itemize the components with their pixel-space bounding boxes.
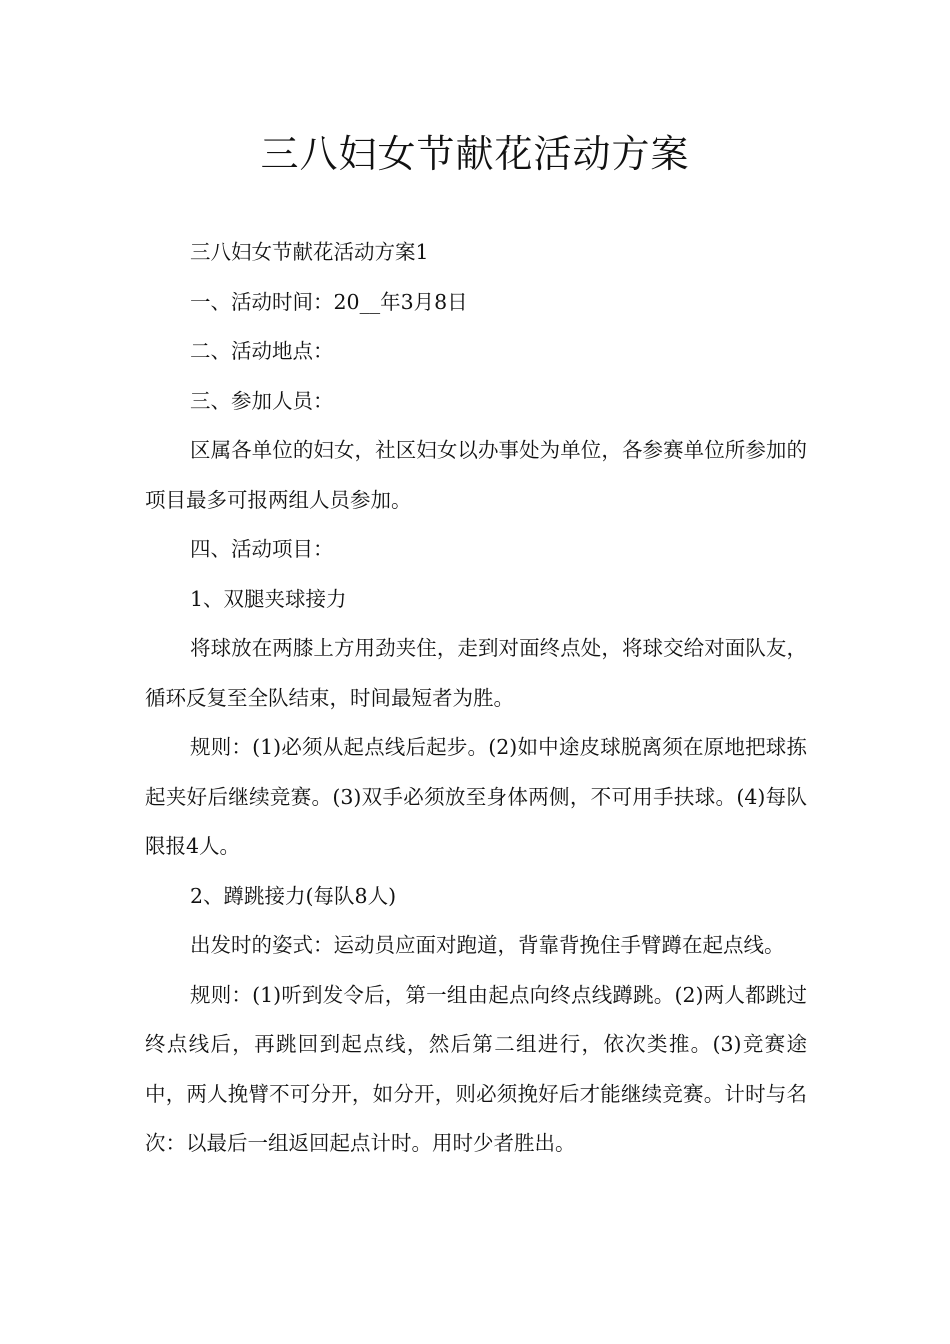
paragraph-participants-heading: 三、参加人员： [190, 388, 334, 413]
paragraph-activity-location: 二、活动地点： [190, 339, 334, 363]
paragraph-activity-items-heading: 四、活动项目： [190, 537, 334, 561]
paragraph-subtitle: 三八妇女节献花活动方案1 [190, 240, 429, 264]
paragraph-item-1-description: 将球放在两膝上方用劲夹住，走到对面终点处，将球交给对面队友，循环反复至全队结束，时间最短者为胜。 [145, 636, 807, 710]
paragraph-item-2-rules: 规则：(1)听到发令后，第一组由起点向终点线蹲跳。(2)两人都跳过终点线后，再跳回到起点线，然后第二组进行，依次类推。(3)竞赛途中，两人挽臂不可分开，如分开，则必须挽好后才能继续竞赛。计时与名次：以最后一组返回起点计时。用时少者胜出。 [145, 982, 807, 1155]
paragraph-activity-time: 一、活动时间：20__年3月8日 [190, 289, 468, 314]
paragraph-participants: 区属各单位的妇女，社区妇女以办事处为单位，各参赛单位所参加的项目最多可报两组人员参加。 [145, 438, 807, 512]
paragraph-item-1-rules: 规则：(1)必须从起点线后起步。(2)如中途皮球脱离须在原地把球拣起夹好后继续竞赛。(3)双手必须放至身体两侧，不可用手扶球。(4)每队限报4人。 [145, 735, 807, 858]
document-title: 三八妇女节献花活动方案 [260, 132, 690, 176]
document-body [145, 228, 807, 1169]
paragraph-item-2-heading: 2、蹲跳接力(每队8人) [190, 883, 397, 908]
paragraph-item-1-heading: 1、双腿夹球接力 [190, 586, 347, 611]
paragraph-item-2-start-posture: 出发时的姿式：运动员应面对跑道，背靠背挽住手臂蹲在起点线。 [190, 933, 785, 957]
